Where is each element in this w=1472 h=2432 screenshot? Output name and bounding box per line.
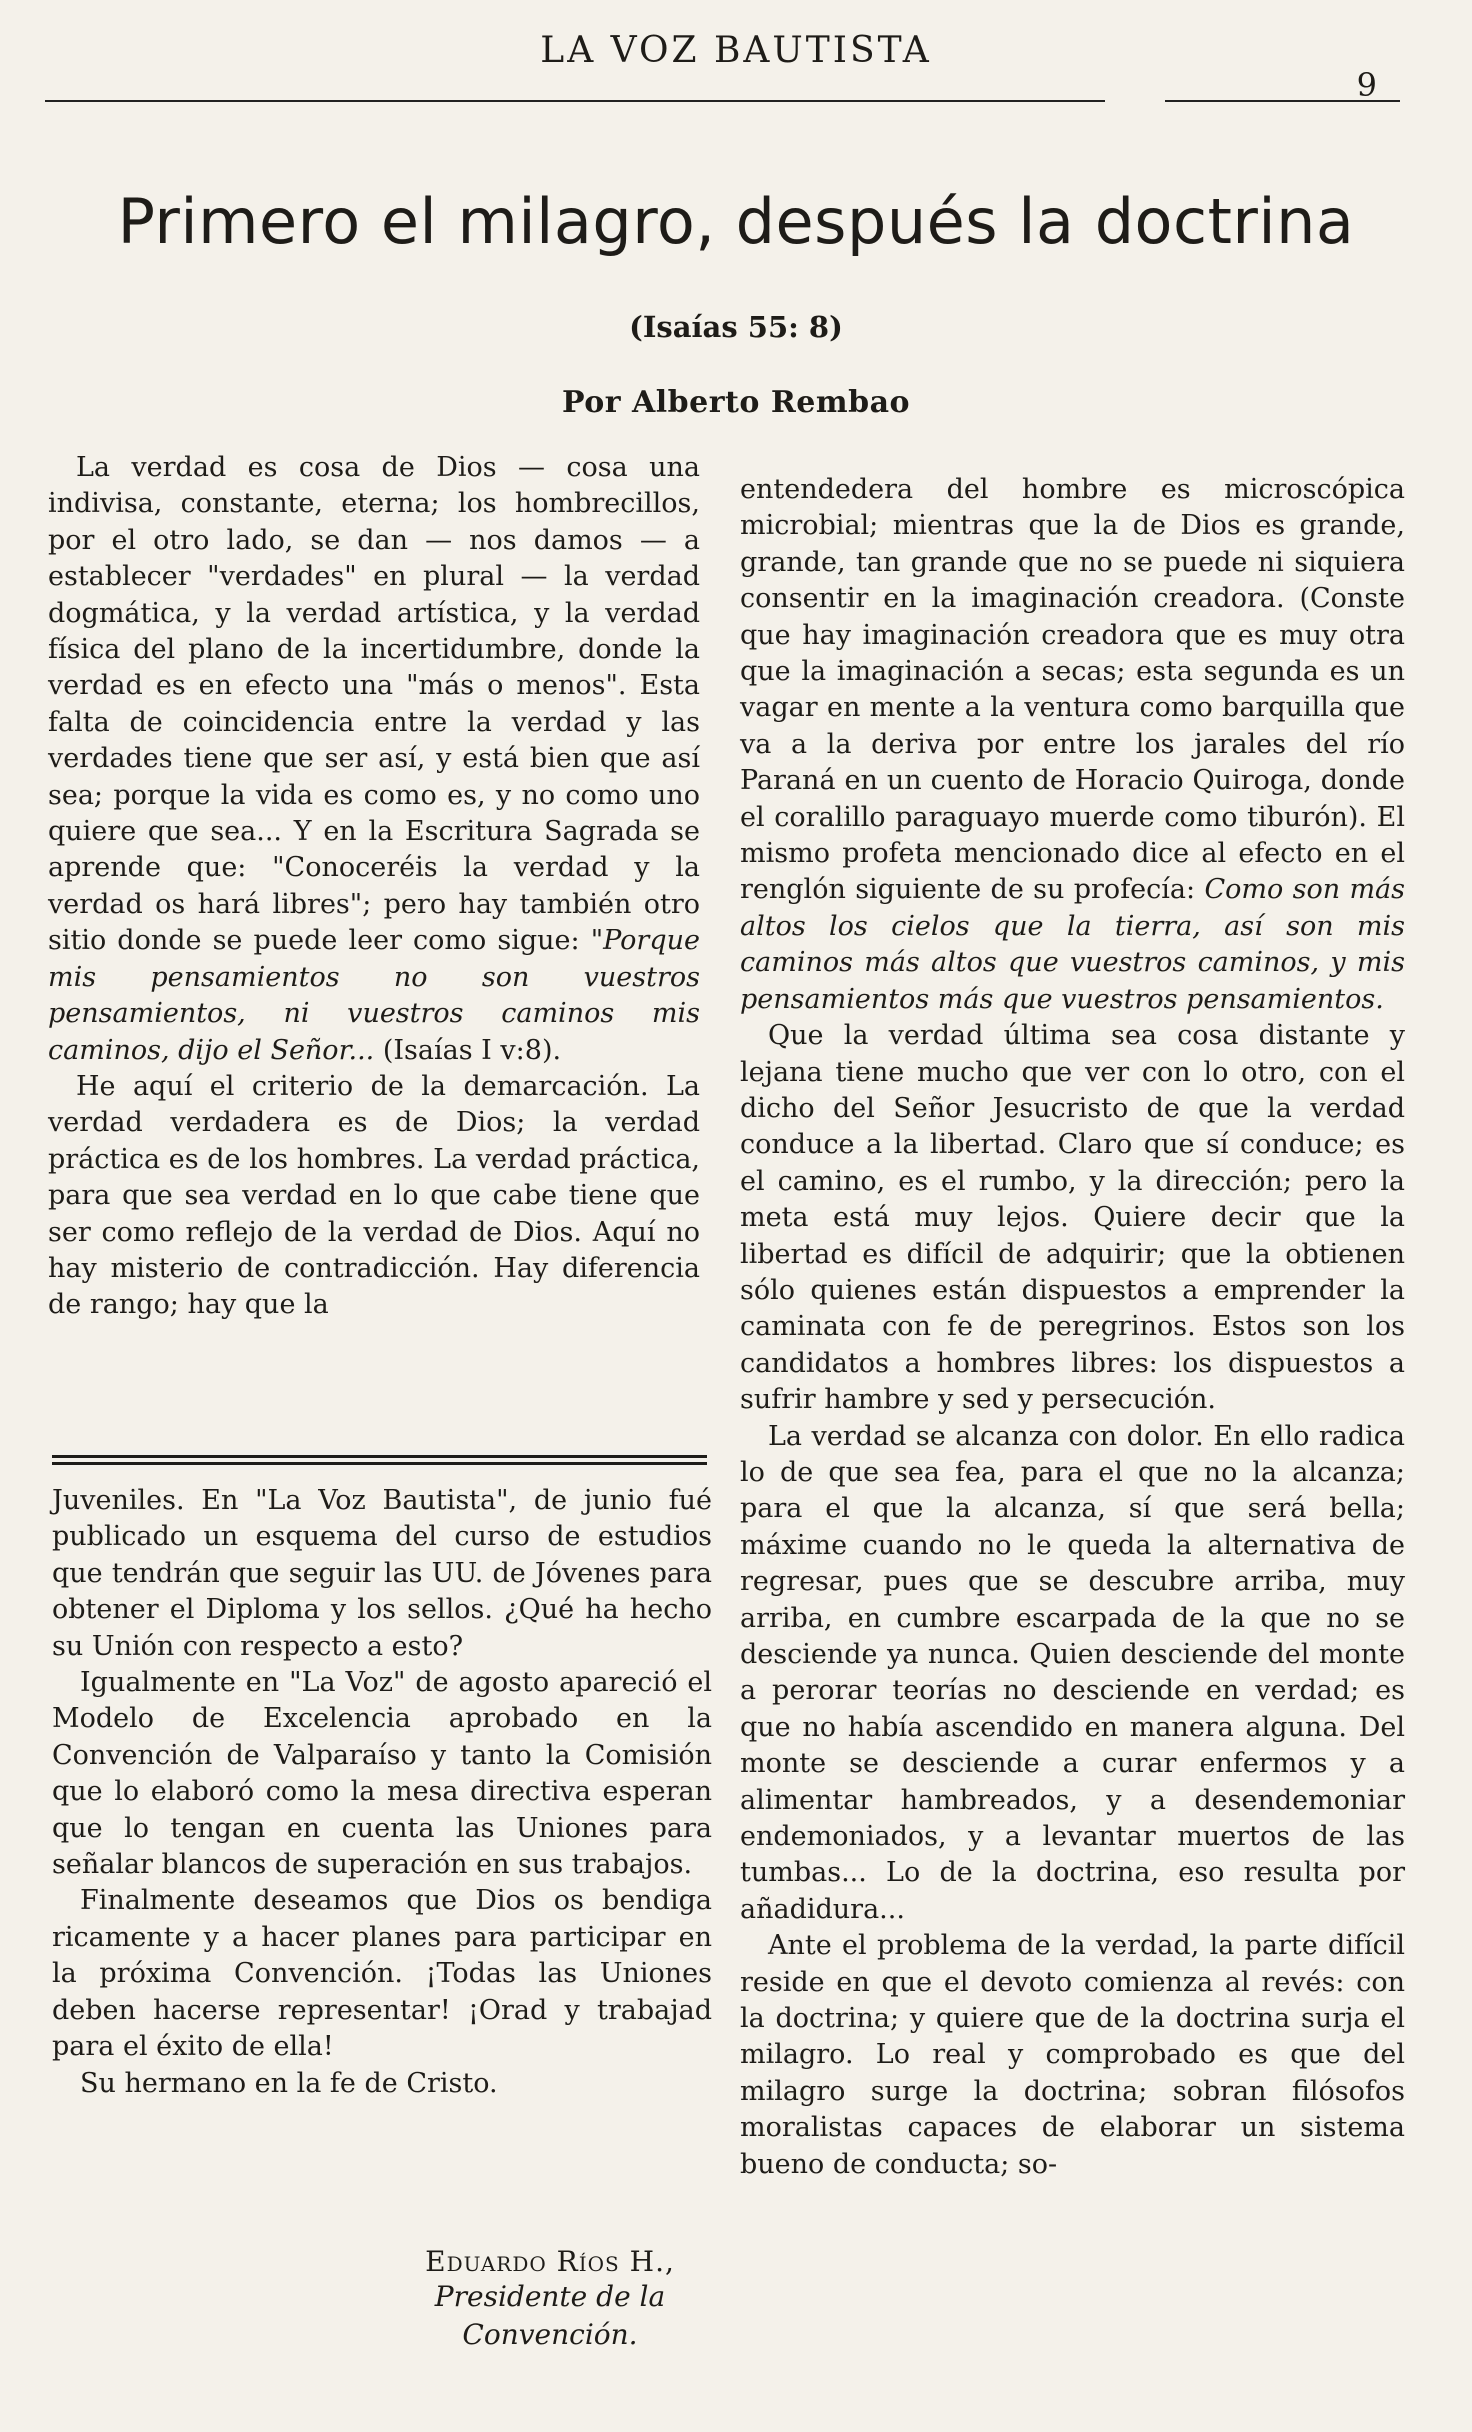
running-head: LA VOZ BAUTISTA [540,30,932,71]
paragraph: Igualmente en "La Voz" de agosto apareció el Modelo de Excelencia aprobado en la Convención de Valparaíso y tanto la Comisión que lo elaboró como la mesa directiva esperan que lo tengan en cuenta las Uniones para señalar blancos de superación en sus trabajos. [52,1667,712,1881]
paragraph: Juveniles. En "La Voz Bautista", de junio fué publicado un esquema del curso de estudios que tendrán que seguir las UU. de Jóvenes para obtener el Diploma y los sellos. ¿Qué ha hecho su Unión con respecto a esto? [52,1485,712,1662]
paragraph: He aquí el criterio de la demarcación. La verdad verdadera es de Dios; la verdad práctica es de los hombres. La verdad práctica, para que sea verdad en lo que cabe tiene que ser como reflejo de la verdad de Dios. Aquí no hay misterio de contradicción. Hay diferencia de rango; hay que la [48,1070,700,1321]
article-title: Primero el milagro, después la doctrina [117,185,1355,258]
left-column-article [48,450,700,1324]
page-number: 9 [1356,66,1377,104]
right-column-article [740,472,1405,2183]
section-divider [52,1455,707,1465]
header-rule [45,100,1105,102]
paragraph: La verdad es cosa de Dios — cosa una indivisa, constante, eterna; los hombrecillos, por el otro lado, se dan — nos damos — a establecer "verdades" en plural — la verdad dogmática, y la verdad artística, y la verdad física del plano de la incertidumbre, donde la verdad es en efecto una "más o menos". Esta falta de coincidencia entre la verdad y las verdades tiene que ser así, y está bien que así sea; porque la vida es como es, y no como uno quiere que sea... Y en la Escritura Sagrada se aprende que: "Conoceréis la verdad y la verdad os hará libres"; pero hay también otro sitio donde se puede leer como sigue: "Porque mis pensamientos no son vuestros pensamientos, ni vuestros caminos mis caminos, dijo el Señor... (Isaías I v:8). [48,452,700,1066]
header-rule-right [1165,100,1400,102]
signature-block [395,2245,705,2354]
scripture-reference: (Isaías 55: 8) [629,310,843,344]
paragraph: La verdad se alcanza con dolor. En ello radica lo de que sea fea, para el que no la alcanza; para el que la alcanza, sí que será bella; máxime cuando no le queda la alternativa de regresar, pues que se descubre arriba, muy arriba, en cumbre escarpada de la que no se desciende ya nunca. Quien desciende del monte a perorar teorías no desciende en verdad; es que no había ascendido en manera alguna. Del monte se desciende a curar enfermos y a alimentar hambreados, y a desendemoniar endemoniados, y a levantar muertos de las tumbas... Lo de la doctrina, eso resulta por añadidura... [740,1420,1405,1925]
scripture-quote: Como son más altos los cielos que la tierra, así son mis caminos más altos que vuestros caminos, y mis pensamientos más que vuestros pensamientos. [740,874,1405,1015]
signature-role: Presidente de la [434,2280,666,2313]
paragraph: entendedera del hombre es microscópica microbial; mientras que la de Dios es grande, grande, tan grande que no se puede ni siquiera consentir en la imaginación creadora. (Conste que hay imaginación creadora que es muy otra que la imaginación a secas; esta segunda es un vagar en mente a la ventura como barquilla que va a la deriva por entre los jarales del río Paraná en un cuento de Horacio Quiroga, donde el coralillo paraguayo muerde como tiburón). El mismo profeta mencionado dice al efecto en el renglón siguiente de su profecía: Como son más altos los cielos que la tierra, así son mis caminos más altos que vuestros caminos, y mis pensamientos más que vuestros pensamientos. [740,474,1405,1015]
signature-name: Eduardo Ríos H., [425,2245,675,2278]
youth-notice [52,1483,712,2102]
paragraph: Ante el problema de la verdad, la parte difícil reside en que el devoto comienza al revés: con la doctrina; y quiere que de la doctrina surja el milagro. Lo real y comprobado es que del milagro surge la doctrina; sobran filósofos moralistas capaces de elaborar un sistema bueno de conducta; so- [740,1930,1405,2180]
byline: Por Alberto Rembao [561,385,911,420]
paragraph: Finalmente deseamos que Dios os bendiga ricamente y a hacer planes para participar en la próxima Convención. ¡Todas las Uniones deben hacerse representar! ¡Orad y trabajad para el éxito de ella! [52,1885,712,2063]
signature-role: Convención. [462,2318,638,2351]
paragraph: Que la verdad última sea cosa distante y lejana tiene mucho que ver con lo otro, con el dicho del Señor Jesucristo de que la verdad conduce a la libertad. Claro que sí conduce; es el camino, es el rumbo, y la dirección; pero la meta está muy lejos. Quiere decir que la libertad es difícil de adquirir; que la obtienen sólo quienes están dispuestos a emprender la caminata con fe de peregrinos. Estos son los candidatos a hombres libres: los dispuestos a sufrir hambre y sed y persecución. [740,1020,1405,1416]
closing-line: Su hermano en la fe de Cristo. [80,2067,498,2099]
scripture-quote: "Porque mis pensamientos no son vuestros pensamientos, ni vuestros caminos mis caminos, dijo el Señor... [48,925,700,1066]
